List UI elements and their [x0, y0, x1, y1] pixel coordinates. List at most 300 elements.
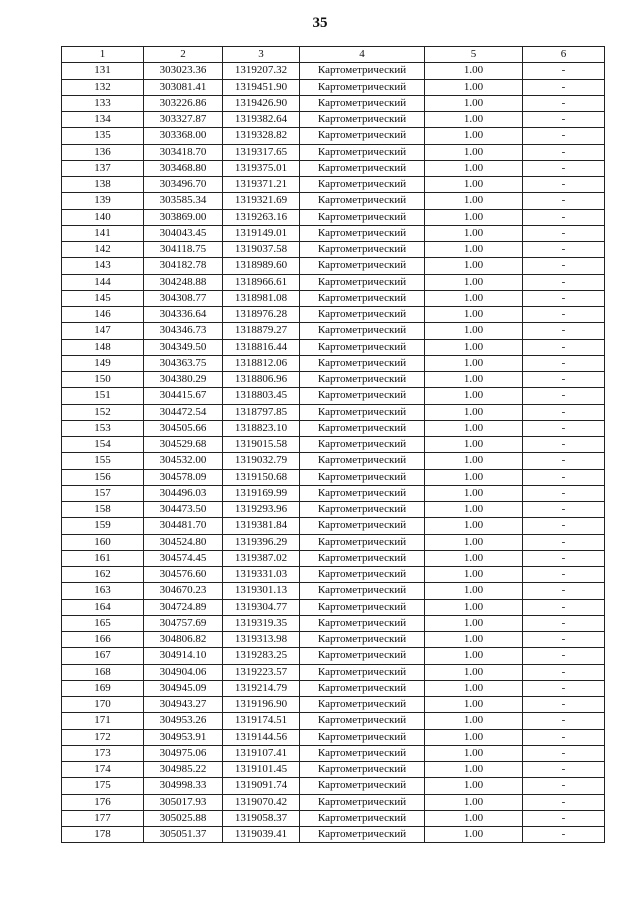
method-cell: Картометрический: [300, 437, 425, 453]
table-row: [62, 745, 605, 761]
table-row: [62, 225, 605, 241]
point-number-cell: 137: [62, 160, 144, 176]
x-coordinate-cell: 304349.50: [144, 339, 223, 355]
accuracy-cell: 1.00: [425, 615, 523, 631]
description-cell: -: [523, 258, 605, 274]
x-coordinate-cell: 304998.33: [144, 778, 223, 794]
method-cell: Картометрический: [300, 112, 425, 128]
table-row: [62, 648, 605, 664]
table-row: [62, 274, 605, 290]
accuracy-cell: 1.00: [425, 388, 523, 404]
table-row: [62, 632, 605, 648]
method-cell: Картометрический: [300, 177, 425, 193]
point-number-cell: 170: [62, 697, 144, 713]
accuracy-cell: 1.00: [425, 453, 523, 469]
point-number-cell: 171: [62, 713, 144, 729]
column-header: 2: [144, 47, 223, 63]
accuracy-cell: 1.00: [425, 534, 523, 550]
x-coordinate-cell: 304724.89: [144, 599, 223, 615]
x-coordinate-cell: 304576.60: [144, 567, 223, 583]
description-cell: -: [523, 290, 605, 306]
y-coordinate-cell: 1319174.51: [223, 713, 300, 729]
point-number-cell: 138: [62, 177, 144, 193]
accuracy-cell: 1.00: [425, 729, 523, 745]
method-cell: Картометрический: [300, 648, 425, 664]
description-cell: -: [523, 615, 605, 631]
point-number-cell: 157: [62, 485, 144, 501]
table-row: [62, 388, 605, 404]
x-coordinate-cell: 303418.70: [144, 144, 223, 160]
point-number-cell: 166: [62, 632, 144, 648]
point-number-cell: 150: [62, 372, 144, 388]
accuracy-cell: 1.00: [425, 518, 523, 534]
y-coordinate-cell: 1319070.42: [223, 794, 300, 810]
point-number-cell: 141: [62, 225, 144, 241]
accuracy-cell: 1.00: [425, 664, 523, 680]
method-cell: Картометрический: [300, 63, 425, 79]
y-coordinate-cell: 1319375.01: [223, 160, 300, 176]
description-cell: -: [523, 632, 605, 648]
x-coordinate-cell: 304914.10: [144, 648, 223, 664]
accuracy-cell: 1.00: [425, 128, 523, 144]
y-coordinate-cell: 1318803.45: [223, 388, 300, 404]
description-cell: -: [523, 697, 605, 713]
x-coordinate-cell: 303081.41: [144, 79, 223, 95]
y-coordinate-cell: 1319451.90: [223, 79, 300, 95]
point-number-cell: 131: [62, 63, 144, 79]
x-coordinate-cell: 304363.75: [144, 355, 223, 371]
point-number-cell: 173: [62, 745, 144, 761]
table-row: [62, 160, 605, 176]
x-coordinate-cell: 305051.37: [144, 827, 223, 843]
description-cell: -: [523, 339, 605, 355]
y-coordinate-cell: 1319371.21: [223, 177, 300, 193]
table-row: [62, 258, 605, 274]
description-cell: -: [523, 567, 605, 583]
accuracy-cell: 1.00: [425, 225, 523, 241]
accuracy-cell: 1.00: [425, 209, 523, 225]
x-coordinate-cell: 304529.68: [144, 437, 223, 453]
method-cell: Картометрический: [300, 729, 425, 745]
method-cell: Картометрический: [300, 550, 425, 566]
table-row: [62, 599, 605, 615]
method-cell: Картометрический: [300, 372, 425, 388]
method-cell: Картометрический: [300, 404, 425, 420]
y-coordinate-cell: 1318797.85: [223, 404, 300, 420]
method-cell: Картометрический: [300, 794, 425, 810]
method-cell: Картометрический: [300, 225, 425, 241]
point-number-cell: 158: [62, 502, 144, 518]
table-row: [62, 420, 605, 436]
description-cell: -: [523, 827, 605, 843]
description-cell: -: [523, 112, 605, 128]
description-cell: -: [523, 193, 605, 209]
description-cell: -: [523, 680, 605, 696]
accuracy-cell: 1.00: [425, 632, 523, 648]
accuracy-cell: 1.00: [425, 404, 523, 420]
y-coordinate-cell: 1319328.82: [223, 128, 300, 144]
table-row: [62, 79, 605, 95]
accuracy-cell: 1.00: [425, 160, 523, 176]
x-coordinate-cell: 304953.26: [144, 713, 223, 729]
description-cell: -: [523, 225, 605, 241]
table-row: [62, 437, 605, 453]
point-number-cell: 163: [62, 583, 144, 599]
method-cell: Картометрический: [300, 583, 425, 599]
y-coordinate-cell: 1319396.29: [223, 534, 300, 550]
y-coordinate-cell: 1319317.65: [223, 144, 300, 160]
point-number-cell: 156: [62, 469, 144, 485]
y-coordinate-cell: 1319150.68: [223, 469, 300, 485]
accuracy-cell: 1.00: [425, 437, 523, 453]
method-cell: Картометрический: [300, 128, 425, 144]
method-cell: Картометрический: [300, 534, 425, 550]
x-coordinate-cell: 303327.87: [144, 112, 223, 128]
table-row: [62, 209, 605, 225]
description-cell: -: [523, 274, 605, 290]
method-cell: Картометрический: [300, 518, 425, 534]
accuracy-cell: 1.00: [425, 63, 523, 79]
y-coordinate-cell: 1319196.90: [223, 697, 300, 713]
y-coordinate-cell: 1319293.96: [223, 502, 300, 518]
y-coordinate-cell: 1319149.01: [223, 225, 300, 241]
description-cell: -: [523, 762, 605, 778]
description-cell: -: [523, 355, 605, 371]
table-row: [62, 355, 605, 371]
method-cell: Картометрический: [300, 193, 425, 209]
y-coordinate-cell: 1318823.10: [223, 420, 300, 436]
point-number-cell: 144: [62, 274, 144, 290]
y-coordinate-cell: 1318989.60: [223, 258, 300, 274]
y-coordinate-cell: 1319144.56: [223, 729, 300, 745]
y-coordinate-cell: 1318806.96: [223, 372, 300, 388]
accuracy-cell: 1.00: [425, 290, 523, 306]
point-number-cell: 165: [62, 615, 144, 631]
description-cell: -: [523, 63, 605, 79]
y-coordinate-cell: 1318976.28: [223, 307, 300, 323]
table-row: [62, 518, 605, 534]
table-row: [62, 95, 605, 111]
point-number-cell: 159: [62, 518, 144, 534]
x-coordinate-cell: 303869.00: [144, 209, 223, 225]
accuracy-cell: 1.00: [425, 339, 523, 355]
x-coordinate-cell: 304118.75: [144, 242, 223, 258]
x-coordinate-cell: 304505.66: [144, 420, 223, 436]
table-row: [62, 697, 605, 713]
description-cell: -: [523, 534, 605, 550]
table-row: [62, 290, 605, 306]
column-header: 6: [523, 47, 605, 63]
accuracy-cell: 1.00: [425, 648, 523, 664]
method-cell: Картометрический: [300, 95, 425, 111]
description-cell: -: [523, 95, 605, 111]
table-row: [62, 323, 605, 339]
page-number: 35: [312, 15, 328, 31]
method-cell: Картометрический: [300, 469, 425, 485]
table-row: [62, 567, 605, 583]
accuracy-cell: 1.00: [425, 372, 523, 388]
x-coordinate-cell: 304308.77: [144, 290, 223, 306]
accuracy-cell: 1.00: [425, 794, 523, 810]
accuracy-cell: 1.00: [425, 550, 523, 566]
y-coordinate-cell: 1319207.32: [223, 63, 300, 79]
x-coordinate-cell: 303585.34: [144, 193, 223, 209]
point-number-cell: 132: [62, 79, 144, 95]
x-coordinate-cell: 304481.70: [144, 518, 223, 534]
description-cell: -: [523, 128, 605, 144]
accuracy-cell: 1.00: [425, 193, 523, 209]
y-coordinate-cell: 1319319.35: [223, 615, 300, 631]
accuracy-cell: 1.00: [425, 502, 523, 518]
y-coordinate-cell: 1319301.13: [223, 583, 300, 599]
x-coordinate-cell: 304380.29: [144, 372, 223, 388]
column-header: 5: [425, 47, 523, 63]
method-cell: Картометрический: [300, 79, 425, 95]
description-cell: -: [523, 648, 605, 664]
x-coordinate-cell: 304975.06: [144, 745, 223, 761]
description-cell: -: [523, 502, 605, 518]
accuracy-cell: 1.00: [425, 112, 523, 128]
x-coordinate-cell: 303468.80: [144, 160, 223, 176]
x-coordinate-cell: 304346.73: [144, 323, 223, 339]
description-cell: -: [523, 144, 605, 160]
point-number-cell: 172: [62, 729, 144, 745]
table-row: [62, 339, 605, 355]
method-cell: Картометрический: [300, 599, 425, 615]
description-cell: -: [523, 810, 605, 826]
y-coordinate-cell: 1319101.45: [223, 762, 300, 778]
accuracy-cell: 1.00: [425, 95, 523, 111]
point-number-cell: 140: [62, 209, 144, 225]
method-cell: Картометрический: [300, 420, 425, 436]
point-number-cell: 178: [62, 827, 144, 843]
method-cell: Картометрический: [300, 615, 425, 631]
y-coordinate-cell: 1319381.84: [223, 518, 300, 534]
x-coordinate-cell: 303368.00: [144, 128, 223, 144]
description-cell: -: [523, 778, 605, 794]
description-cell: -: [523, 664, 605, 680]
point-number-cell: 145: [62, 290, 144, 306]
y-coordinate-cell: 1319387.02: [223, 550, 300, 566]
x-coordinate-cell: 304496.03: [144, 485, 223, 501]
x-coordinate-cell: 304943.27: [144, 697, 223, 713]
x-coordinate-cell: 305017.93: [144, 794, 223, 810]
y-coordinate-cell: 1319304.77: [223, 599, 300, 615]
accuracy-cell: 1.00: [425, 697, 523, 713]
table-row: [62, 550, 605, 566]
description-cell: -: [523, 599, 605, 615]
accuracy-cell: 1.00: [425, 177, 523, 193]
method-cell: Картометрический: [300, 258, 425, 274]
point-number-cell: 151: [62, 388, 144, 404]
y-coordinate-cell: 1319283.25: [223, 648, 300, 664]
table-row: [62, 762, 605, 778]
method-cell: Картометрический: [300, 778, 425, 794]
x-coordinate-cell: 305025.88: [144, 810, 223, 826]
table-row: [62, 193, 605, 209]
method-cell: Картометрический: [300, 680, 425, 696]
description-cell: -: [523, 550, 605, 566]
description-cell: -: [523, 160, 605, 176]
x-coordinate-cell: 303226.86: [144, 95, 223, 111]
table-row: [62, 485, 605, 501]
y-coordinate-cell: 1318981.08: [223, 290, 300, 306]
x-coordinate-cell: 304182.78: [144, 258, 223, 274]
coordinates-table-body: [62, 47, 605, 843]
table-row: [62, 242, 605, 258]
description-cell: -: [523, 372, 605, 388]
description-cell: -: [523, 79, 605, 95]
point-number-cell: 162: [62, 567, 144, 583]
y-coordinate-cell: 1319058.37: [223, 810, 300, 826]
point-number-cell: 146: [62, 307, 144, 323]
y-coordinate-cell: 1318966.61: [223, 274, 300, 290]
accuracy-cell: 1.00: [425, 323, 523, 339]
method-cell: Картометрический: [300, 567, 425, 583]
y-coordinate-cell: 1319091.74: [223, 778, 300, 794]
y-coordinate-cell: 1319263.16: [223, 209, 300, 225]
point-number-cell: 175: [62, 778, 144, 794]
point-number-cell: 136: [62, 144, 144, 160]
accuracy-cell: 1.00: [425, 307, 523, 323]
table-row: [62, 680, 605, 696]
method-cell: Картометрический: [300, 827, 425, 843]
column-header: 3: [223, 47, 300, 63]
y-coordinate-cell: 1319321.69: [223, 193, 300, 209]
table-row: [62, 534, 605, 550]
x-coordinate-cell: 304574.45: [144, 550, 223, 566]
point-number-cell: 168: [62, 664, 144, 680]
x-coordinate-cell: 304473.50: [144, 502, 223, 518]
table-row: [62, 713, 605, 729]
table-row: [62, 404, 605, 420]
method-cell: Картометрический: [300, 290, 425, 306]
point-number-cell: 134: [62, 112, 144, 128]
table-row: [62, 664, 605, 680]
x-coordinate-cell: 304043.45: [144, 225, 223, 241]
accuracy-cell: 1.00: [425, 583, 523, 599]
x-coordinate-cell: 304953.91: [144, 729, 223, 745]
method-cell: Картометрический: [300, 745, 425, 761]
table-row: [62, 144, 605, 160]
table-row: [62, 615, 605, 631]
accuracy-cell: 1.00: [425, 713, 523, 729]
table-header-row: [62, 47, 605, 63]
point-number-cell: 154: [62, 437, 144, 453]
method-cell: Картометрический: [300, 209, 425, 225]
y-coordinate-cell: 1319382.64: [223, 112, 300, 128]
description-cell: -: [523, 388, 605, 404]
y-coordinate-cell: 1319169.99: [223, 485, 300, 501]
method-cell: Картометрический: [300, 242, 425, 258]
y-coordinate-cell: 1319015.58: [223, 437, 300, 453]
point-number-cell: 149: [62, 355, 144, 371]
point-number-cell: 164: [62, 599, 144, 615]
table-row: [62, 112, 605, 128]
y-coordinate-cell: 1318812.06: [223, 355, 300, 371]
method-cell: Картометрический: [300, 697, 425, 713]
y-coordinate-cell: 1318816.44: [223, 339, 300, 355]
x-coordinate-cell: 304806.82: [144, 632, 223, 648]
method-cell: Картометрический: [300, 632, 425, 648]
table-row: [62, 794, 605, 810]
y-coordinate-cell: 1319037.58: [223, 242, 300, 258]
method-cell: Картометрический: [300, 274, 425, 290]
method-cell: Картометрический: [300, 355, 425, 371]
accuracy-cell: 1.00: [425, 810, 523, 826]
description-cell: -: [523, 404, 605, 420]
description-cell: -: [523, 177, 605, 193]
point-number-cell: 139: [62, 193, 144, 209]
method-cell: Картометрический: [300, 160, 425, 176]
y-coordinate-cell: 1319214.79: [223, 680, 300, 696]
point-number-cell: 135: [62, 128, 144, 144]
point-number-cell: 142: [62, 242, 144, 258]
accuracy-cell: 1.00: [425, 274, 523, 290]
method-cell: Картометрический: [300, 388, 425, 404]
y-coordinate-cell: 1319331.03: [223, 567, 300, 583]
description-cell: -: [523, 437, 605, 453]
y-coordinate-cell: 1319313.98: [223, 632, 300, 648]
accuracy-cell: 1.00: [425, 258, 523, 274]
point-number-cell: 152: [62, 404, 144, 420]
x-coordinate-cell: 304532.00: [144, 453, 223, 469]
y-coordinate-cell: 1319426.90: [223, 95, 300, 111]
point-number-cell: 169: [62, 680, 144, 696]
table-row: [62, 502, 605, 518]
description-cell: -: [523, 583, 605, 599]
description-cell: -: [523, 794, 605, 810]
description-cell: -: [523, 209, 605, 225]
point-number-cell: 153: [62, 420, 144, 436]
point-number-cell: 160: [62, 534, 144, 550]
description-cell: -: [523, 518, 605, 534]
description-cell: -: [523, 745, 605, 761]
x-coordinate-cell: 304945.09: [144, 680, 223, 696]
column-header: 1: [62, 47, 144, 63]
accuracy-cell: 1.00: [425, 778, 523, 794]
table-row: [62, 729, 605, 745]
point-number-cell: 143: [62, 258, 144, 274]
table-row: [62, 128, 605, 144]
x-coordinate-cell: 304524.80: [144, 534, 223, 550]
table-row: [62, 778, 605, 794]
x-coordinate-cell: 303023.36: [144, 63, 223, 79]
description-cell: -: [523, 420, 605, 436]
method-cell: Картометрический: [300, 339, 425, 355]
y-coordinate-cell: 1319032.79: [223, 453, 300, 469]
x-coordinate-cell: 304472.54: [144, 404, 223, 420]
description-cell: -: [523, 242, 605, 258]
x-coordinate-cell: 304248.88: [144, 274, 223, 290]
y-coordinate-cell: 1319223.57: [223, 664, 300, 680]
table-row: [62, 827, 605, 843]
accuracy-cell: 1.00: [425, 420, 523, 436]
column-header: 4: [300, 47, 425, 63]
x-coordinate-cell: 303496.70: [144, 177, 223, 193]
point-number-cell: 174: [62, 762, 144, 778]
x-coordinate-cell: 304985.22: [144, 762, 223, 778]
point-number-cell: 167: [62, 648, 144, 664]
accuracy-cell: 1.00: [425, 79, 523, 95]
point-number-cell: 176: [62, 794, 144, 810]
accuracy-cell: 1.00: [425, 469, 523, 485]
point-number-cell: 177: [62, 810, 144, 826]
accuracy-cell: 1.00: [425, 599, 523, 615]
method-cell: Картометрический: [300, 664, 425, 680]
method-cell: Картометрический: [300, 502, 425, 518]
method-cell: Картометрический: [300, 144, 425, 160]
